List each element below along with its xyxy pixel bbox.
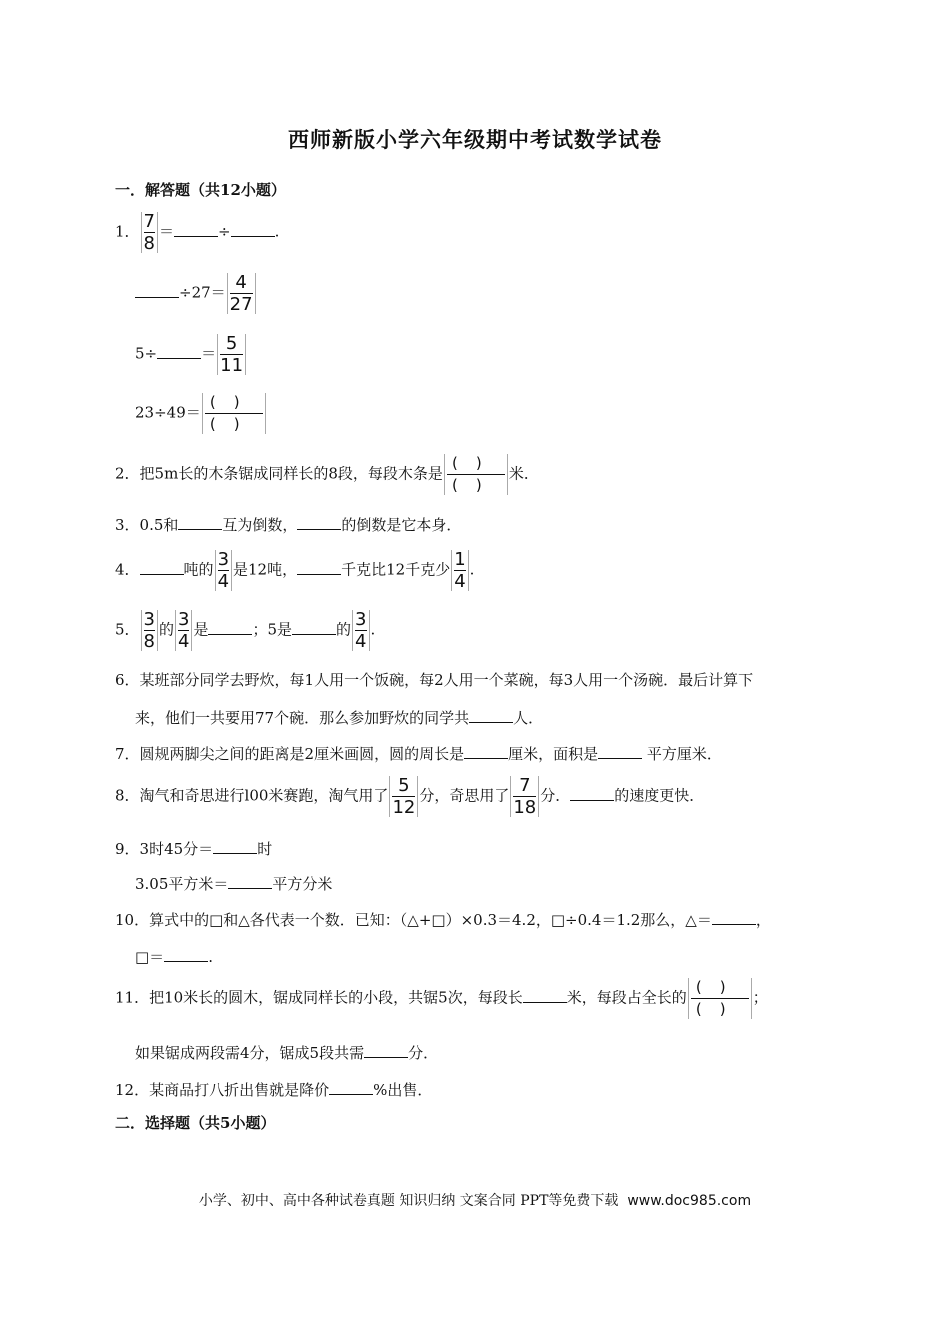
question-2: 2．把5m长的木条锯成同样长的8段，每段木条是 $\frac{()}{()}$ 米． xyxy=(115,454,539,494)
question-9-line-2: 3.05平方米＝ 平方分米 xyxy=(135,875,333,893)
fraction: $\frac{1}{4}$ xyxy=(451,550,468,591)
question-3: 3．0.5和 互为倒数， 的倒数是它本身． xyxy=(115,516,462,534)
question-1-line-4: 23÷49＝ $\frac{()}{()}$ xyxy=(135,393,267,434)
answer-blank[interactable] xyxy=(174,224,218,237)
question-5: 5． $\frac{3}{8}$ 的 $\frac{3}{4}$ 是 ；5是 的 $\frac{3}{4}$ . xyxy=(115,609,376,652)
question-7: 7．圆规两脚尖之间的距离是2厘米画圆，圆的周长是 厘米，面积是 平方厘米． xyxy=(115,745,722,763)
answer-blank[interactable] xyxy=(157,346,201,359)
answer-blank[interactable] xyxy=(228,876,272,889)
answer-blank[interactable] xyxy=(208,622,252,635)
fraction: $\frac{3}{4}$ xyxy=(215,550,232,591)
answer-blank[interactable] xyxy=(164,949,208,962)
blank-fraction[interactable]: $\frac{()}{()}$ xyxy=(688,978,752,1019)
question-8: 8．淘气和奇思进行l00米赛跑，淘气用了 $\frac{5}{12}$ 分，奇思用了 $\frac{7}{18}$ 分． 的速度更快． xyxy=(115,775,705,818)
question-12: 12．某商品打八折出售就是降价 %出售． xyxy=(115,1081,433,1099)
answer-blank[interactable] xyxy=(469,710,513,723)
question-6: 6．某班部分同学去野炊，每1人用一个饭碗，每2人用一个菜碗，每3人用一个汤碗．最后计算下 xyxy=(115,671,754,689)
question-11-line-2: 如果锯成两段需4分，锯成5段共需 分． xyxy=(135,1044,439,1062)
fraction: $\frac{4}{27}$ xyxy=(227,273,256,314)
fraction: $\frac{3}{4}$ xyxy=(175,610,192,651)
answer-blank[interactable] xyxy=(231,224,275,237)
section-heading-1: 一．解答题（共12小题） xyxy=(115,181,286,199)
question-9: 9．3时45分＝ 时 xyxy=(115,840,273,858)
answer-blank[interactable] xyxy=(292,622,336,635)
answer-blank[interactable] xyxy=(523,990,567,1003)
answer-blank[interactable] xyxy=(297,562,341,575)
question-6-line-2: 来，他们一共要用77个碗．那么参加野炊的同学共 人． xyxy=(135,709,544,727)
blank-fraction[interactable]: $\frac{()}{()}$ xyxy=(444,454,508,495)
fraction: $\frac{3}{8}$ xyxy=(141,610,158,651)
answer-blank[interactable] xyxy=(140,562,184,575)
answer-blank[interactable] xyxy=(364,1045,408,1058)
question-10: 10．算式中的□和△各代表一个数．已知：（△+□）×0.3＝4.2，□÷0.4＝1.2那么，△＝ ， xyxy=(115,911,771,929)
answer-blank[interactable] xyxy=(213,841,257,854)
question-1: 1． $\frac{7}{8}$ ＝ ÷ . xyxy=(115,211,280,254)
answer-blank[interactable] xyxy=(712,912,756,925)
answer-blank[interactable] xyxy=(598,746,642,759)
fraction: $\frac{7}{8}$ xyxy=(141,212,158,253)
page-title: 西师新版小学六年级期中考试数学试卷 xyxy=(288,127,662,152)
question-number: 1． xyxy=(115,222,140,241)
question-1-line-2: ÷27＝ $\frac{4}{27}$ xyxy=(135,273,257,314)
footer-text: 小学、初中、高中各种试卷真题 知识归纳 文案合同 PPT等免费下载 xyxy=(198,1193,619,1209)
answer-blank[interactable] xyxy=(178,517,222,530)
blank-fraction[interactable]: $\frac{()}{()}$ xyxy=(202,393,266,434)
answer-blank[interactable] xyxy=(297,517,341,530)
footer-link[interactable]: www.doc985.com xyxy=(627,1193,752,1209)
footer xyxy=(0,1194,950,1208)
section-heading-2: 二．选择题（共5小题） xyxy=(115,1114,276,1132)
fraction: $\frac{7}{18}$ xyxy=(510,776,539,817)
answer-blank[interactable] xyxy=(570,788,614,801)
fraction: $\frac{5}{11}$ xyxy=(217,334,246,375)
question-4: 4． 吨的 $\frac{3}{4}$ 是12吨， 千克比12千克少 $\frac{1}{4}$ . xyxy=(115,549,475,592)
fraction: $\frac{3}{4}$ xyxy=(352,610,369,651)
answer-blank[interactable] xyxy=(464,746,508,759)
answer-blank[interactable] xyxy=(135,285,179,298)
question-10-line-2: □＝ . xyxy=(135,948,213,966)
question-11: 11．把10米长的圆木，锯成同样长的小段，共锯5次，每段长 米，每段占全长的 $\frac{()}{()}$ ； xyxy=(115,978,768,1018)
answer-blank[interactable] xyxy=(329,1082,373,1095)
fraction: $\frac{5}{12}$ xyxy=(389,776,418,817)
question-1-line-3: 5÷ ＝ $\frac{5}{11}$ xyxy=(135,334,247,375)
